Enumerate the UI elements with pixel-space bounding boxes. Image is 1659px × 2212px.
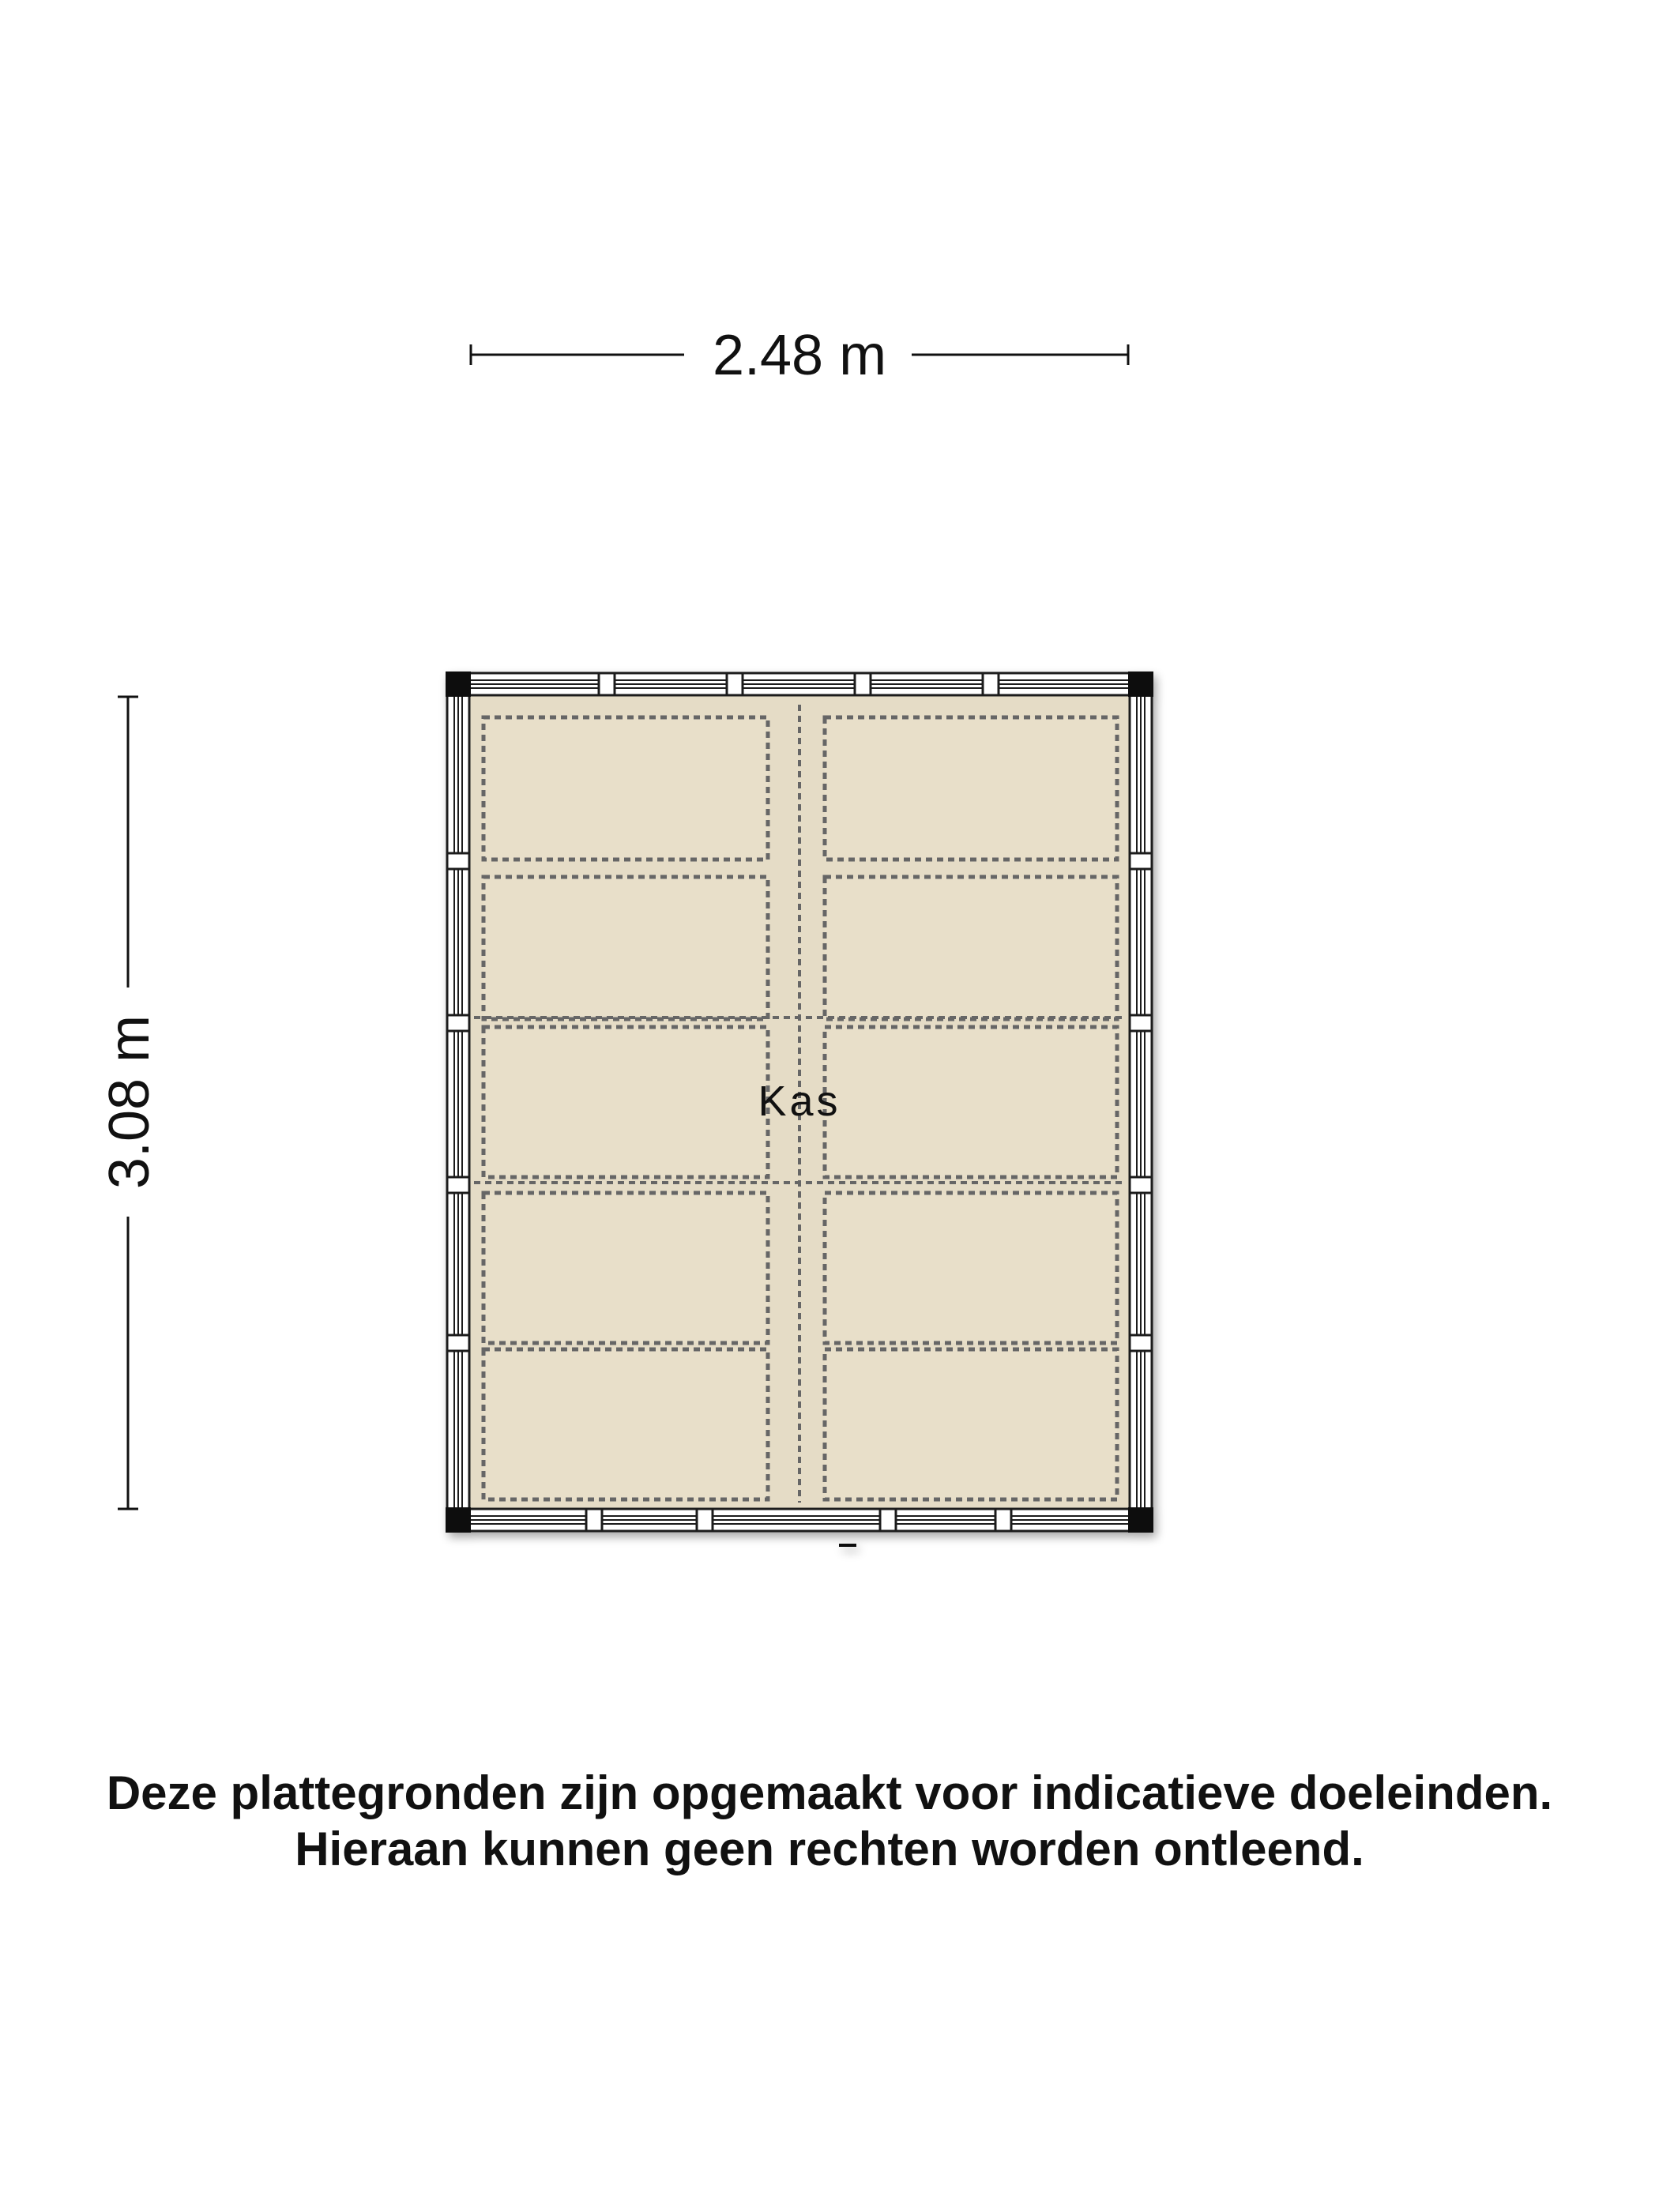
- disclaimer-line-1: Deze plattegronden zijn opgemaakt voor indicatieve doeleinden.: [106, 1766, 1553, 1819]
- disclaimer-line-2: Hieraan kunnen geen rechten worden ontleend.: [295, 1823, 1364, 1875]
- plant-bed-10: [825, 1349, 1117, 1499]
- plant-bed-9: [483, 1349, 768, 1499]
- width-dimension-label: 2.48 m: [712, 324, 887, 387]
- room-label: Kas: [758, 1078, 841, 1125]
- corner-post-tr: [1128, 672, 1153, 697]
- corner-post-bl: [446, 1507, 471, 1533]
- corner-post-tl: [446, 672, 471, 697]
- plant-bed-5: [483, 1027, 768, 1177]
- width-dimension: [471, 324, 1128, 387]
- plant-bed-8: [825, 1193, 1117, 1343]
- plant-bed-1: [483, 717, 768, 860]
- height-dimension: [98, 697, 161, 1509]
- plant-bed-2: [825, 717, 1117, 860]
- plant-bed-7: [483, 1193, 768, 1343]
- height-dimension-label: 3.08 m: [98, 1014, 161, 1190]
- plant-bed-4: [825, 877, 1117, 1019]
- plant-bed-6: [825, 1027, 1117, 1177]
- plant-bed-3: [483, 877, 768, 1019]
- corner-post-br: [1128, 1507, 1153, 1533]
